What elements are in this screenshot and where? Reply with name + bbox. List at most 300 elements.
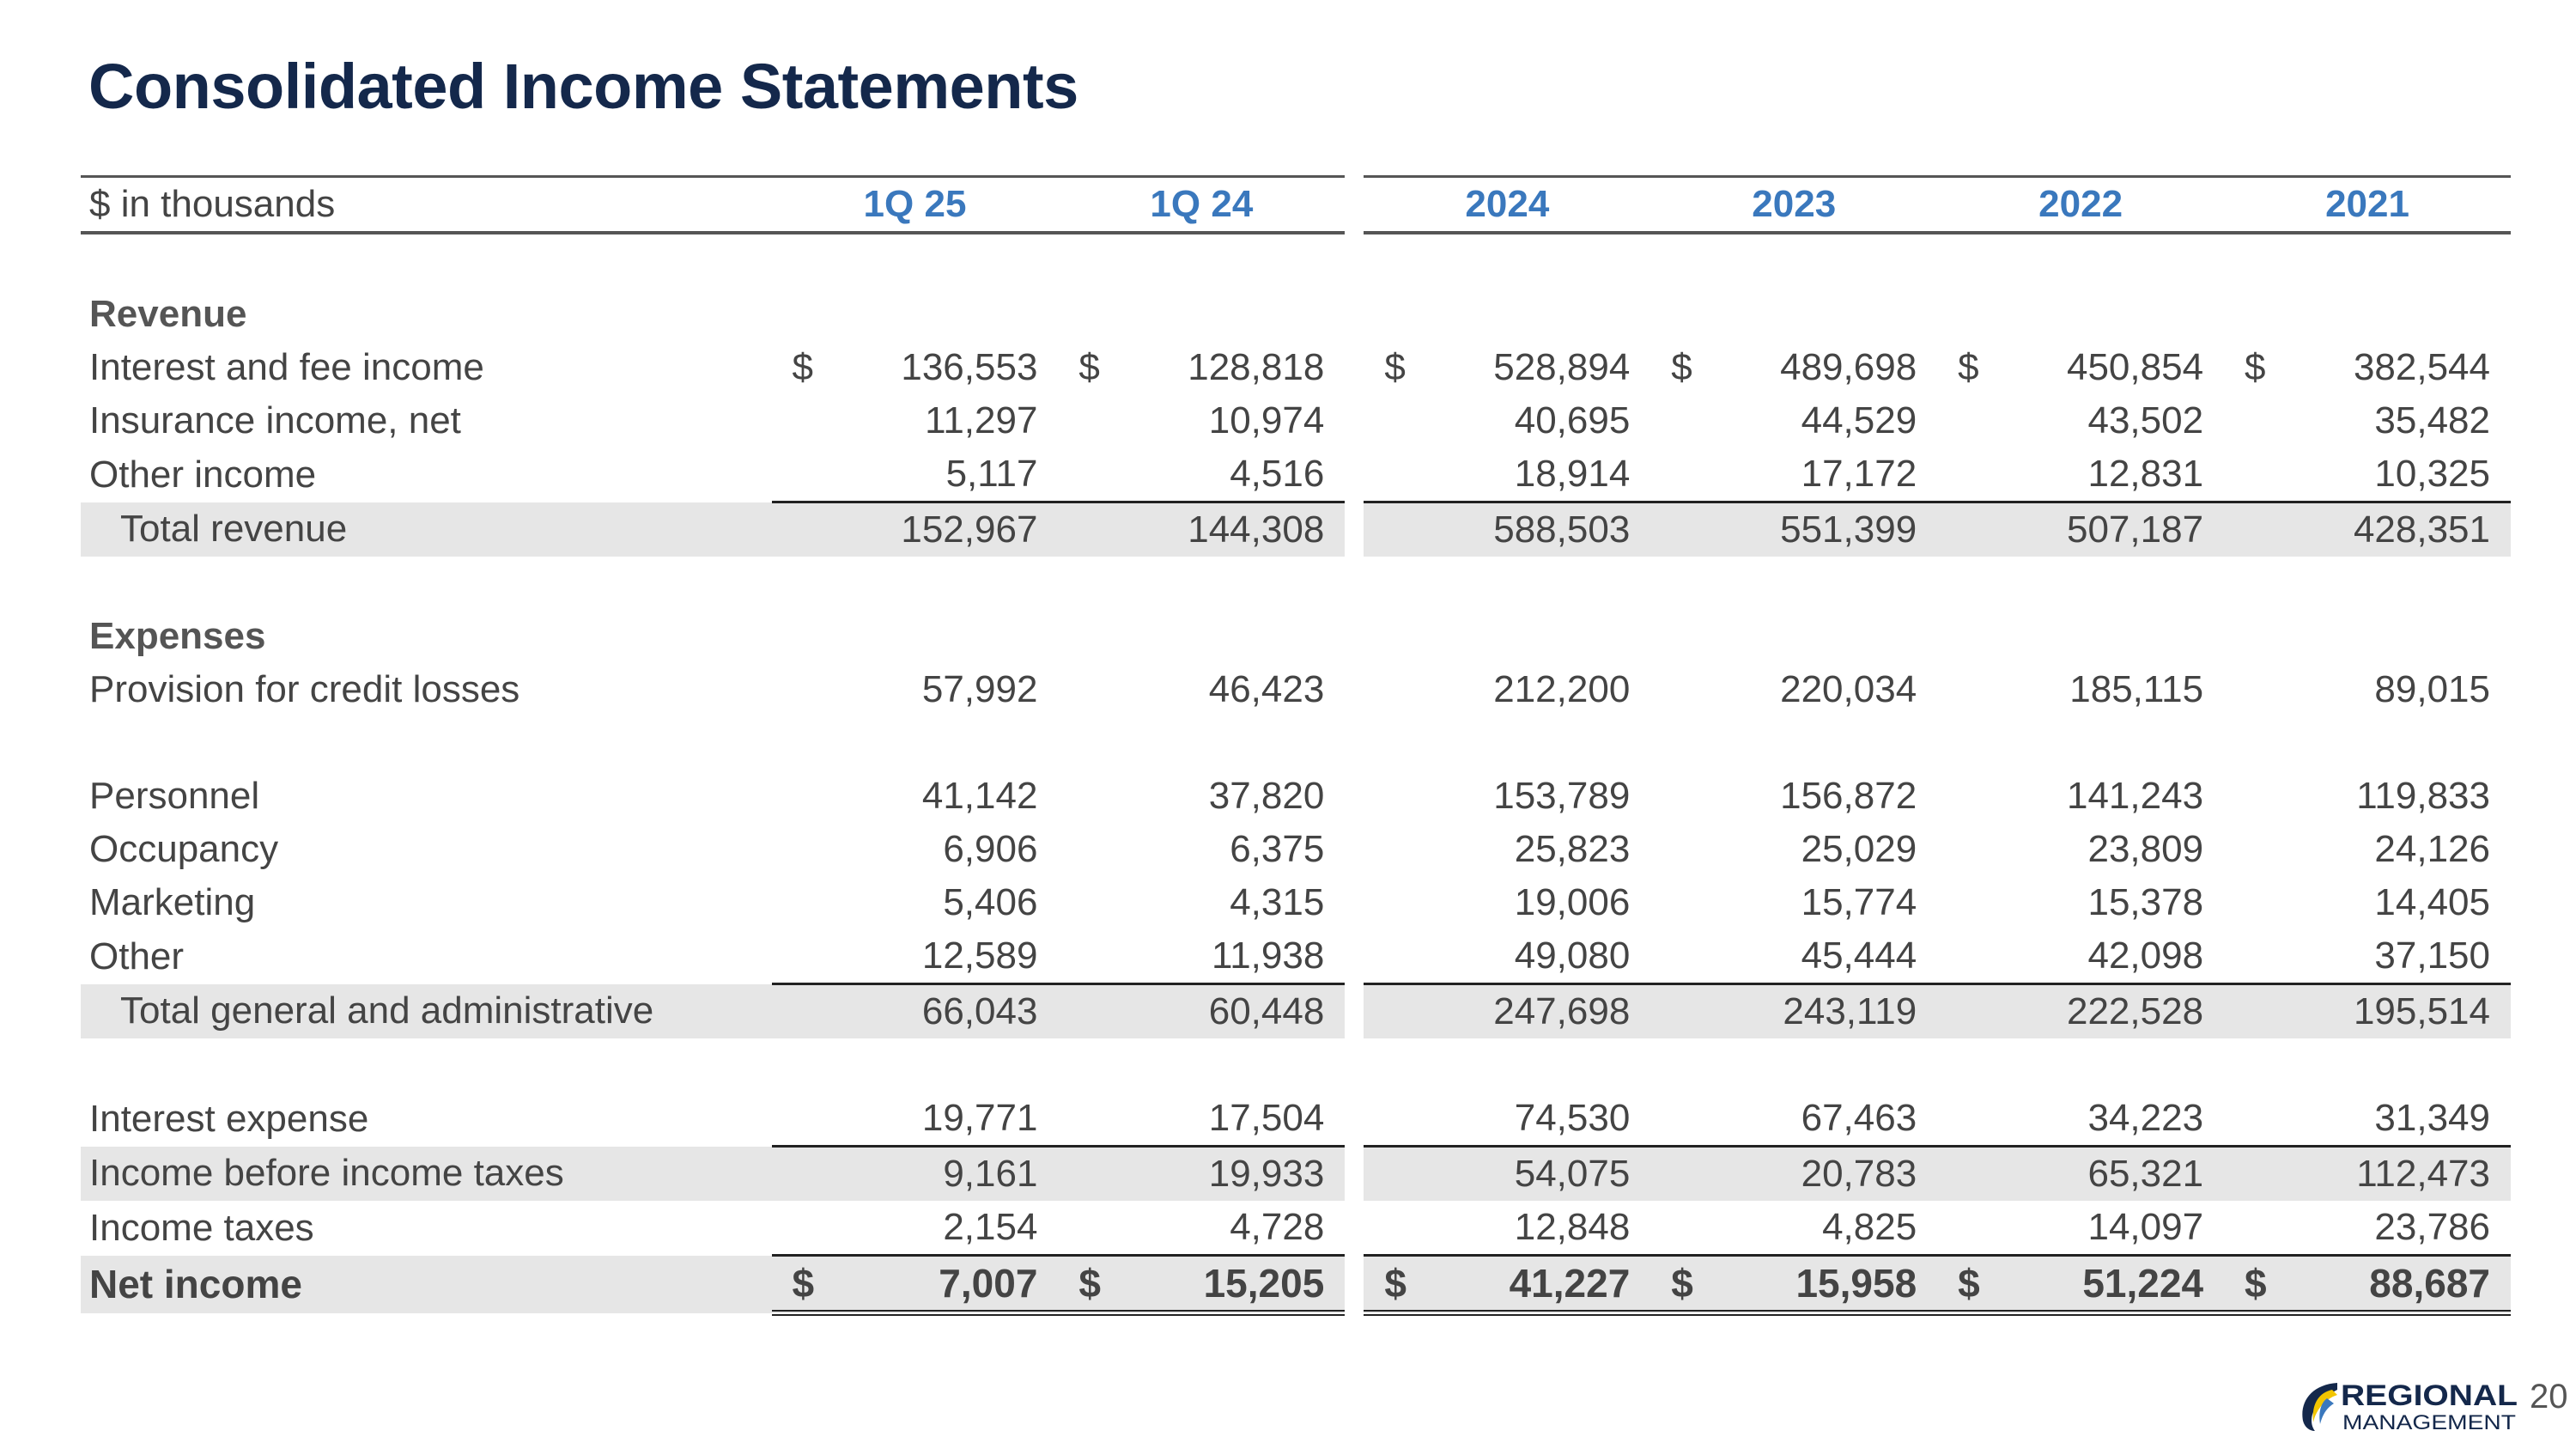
table-row <box>81 663 2511 716</box>
currency-symbol <box>1671 985 1697 1038</box>
currency-symbol <box>1078 823 1104 876</box>
value-cell <box>772 1092 1059 1147</box>
amount: 507,187 <box>2066 508 2204 551</box>
amount: 551,399 <box>1780 508 1917 551</box>
currency-symbol: $ <box>2245 346 2266 388</box>
currency-symbol <box>1078 394 1104 447</box>
amount: 24,126 <box>2374 828 2490 870</box>
currency-symbol <box>1958 823 1984 876</box>
value-cell <box>2224 1147 2511 1202</box>
currency-symbol <box>1671 823 1697 876</box>
currency-symbol <box>1958 985 1984 1038</box>
amount: 489,698 <box>1780 346 1917 388</box>
currency-symbol <box>1958 394 1984 447</box>
value-cell <box>1937 502 2224 557</box>
amount: 5,406 <box>943 881 1038 923</box>
currency-symbol: $ <box>1671 1261 1693 1306</box>
amount: 7,007 <box>939 1261 1038 1306</box>
amount: 6,906 <box>943 828 1038 870</box>
amount: 247,698 <box>1493 990 1631 1032</box>
amount: 65,321 <box>2087 1153 2204 1195</box>
value-cell <box>2224 394 2511 447</box>
amount: 57,992 <box>921 668 1038 710</box>
value-cell <box>2224 770 2511 823</box>
currency-symbol <box>2245 876 2270 929</box>
amount: 54,075 <box>1514 1153 1631 1195</box>
value-cell <box>2224 984 2511 1039</box>
amount: 382,544 <box>2353 346 2490 388</box>
currency-symbol <box>793 1201 818 1254</box>
currency-symbol <box>1671 447 1697 501</box>
row-label: Total revenue <box>81 502 772 557</box>
value-cell <box>1650 876 1937 929</box>
currency-symbol <box>1958 876 1984 929</box>
amount: 112,473 <box>2356 1153 2490 1195</box>
value-cell <box>1364 1256 1650 1313</box>
currency-symbol <box>1384 823 1410 876</box>
amount: 152,967 <box>901 508 1038 551</box>
value-cell <box>772 447 1059 502</box>
currency-symbol: $ <box>1384 346 1406 388</box>
currency-symbol <box>1958 447 1984 501</box>
value-cell <box>1650 1092 1937 1147</box>
currency-symbol <box>1384 985 1410 1038</box>
amount: 185,115 <box>2069 668 2204 710</box>
amount: 45,444 <box>1801 935 1917 977</box>
currency-symbol <box>1958 503 1984 557</box>
row-label: Provision for credit losses <box>89 668 520 710</box>
amount: 15,378 <box>2087 881 2204 923</box>
value-cell <box>772 984 1059 1039</box>
value-cell <box>1364 663 1650 716</box>
amount: 10,325 <box>2374 453 2490 495</box>
currency-symbol <box>1078 1148 1104 1201</box>
amount: 2,154 <box>943 1206 1038 1248</box>
currency-symbol <box>1384 394 1410 447</box>
period-header: 2024 <box>1364 177 1650 234</box>
value-cell <box>1058 663 1345 716</box>
spacer-row <box>81 716 2511 770</box>
units-label: $ in thousands <box>81 177 772 234</box>
value-cell <box>1364 1201 1650 1256</box>
table-row <box>81 929 2511 984</box>
currency-symbol <box>2245 1092 2270 1145</box>
currency-symbol <box>1671 1201 1697 1254</box>
row-label: Income taxes <box>89 1206 314 1249</box>
amount: 19,006 <box>1514 881 1631 923</box>
row-label: Other <box>89 935 185 977</box>
currency-symbol <box>1078 503 1104 557</box>
row-label: Total general and administrative <box>81 984 772 1039</box>
currency-symbol <box>1671 1148 1697 1201</box>
table-row <box>81 447 2511 502</box>
amount: 4,516 <box>1230 453 1325 495</box>
value-cell <box>772 876 1059 929</box>
value-cell <box>2224 341 2511 394</box>
section-heading-row <box>81 610 2511 663</box>
amount: 14,405 <box>2374 881 2490 923</box>
currency-symbol <box>1384 503 1410 557</box>
currency-symbol: $ <box>792 346 814 388</box>
value-cell <box>1650 984 1937 1039</box>
amount: 51,224 <box>2082 1261 2204 1306</box>
row-label: Net income <box>81 1256 772 1313</box>
amount: 40,695 <box>1514 399 1631 441</box>
amount: 44,529 <box>1801 399 1917 441</box>
value-cell <box>1937 1201 2224 1256</box>
amount: 41,142 <box>921 775 1038 817</box>
currency-symbol <box>793 876 818 929</box>
value-cell <box>772 929 1059 984</box>
value-cell <box>1364 823 1650 876</box>
amount: 88,687 <box>2369 1261 2490 1306</box>
amount: 9,161 <box>943 1153 1038 1195</box>
value-cell <box>1364 394 1650 447</box>
currency-symbol <box>1078 929 1104 983</box>
amount: 89,015 <box>2374 668 2490 710</box>
amount: 46,423 <box>1208 668 1325 710</box>
currency-symbol <box>1671 1092 1697 1145</box>
value-cell <box>1058 1201 1345 1256</box>
amount: 6,375 <box>1230 828 1325 870</box>
value-cell <box>1937 663 2224 716</box>
value-cell <box>2224 823 2511 876</box>
value-cell <box>1364 1147 1650 1202</box>
currency-symbol <box>1078 876 1104 929</box>
value-cell <box>1364 502 1650 557</box>
currency-symbol <box>793 985 818 1038</box>
period-header: 1Q 25 <box>772 177 1059 234</box>
value-cell <box>2224 876 2511 929</box>
amount: 4,315 <box>1230 881 1325 923</box>
value-cell <box>772 502 1059 557</box>
currency-symbol: $ <box>792 1261 815 1306</box>
currency-symbol <box>1671 663 1697 716</box>
value-cell <box>772 663 1059 716</box>
section-heading: Expenses <box>89 615 266 657</box>
header-row <box>81 177 2511 234</box>
logo-text-management: MANAGEMENT <box>2342 1411 2517 1433</box>
amount: 31,349 <box>2374 1097 2490 1139</box>
value-cell <box>1650 823 1937 876</box>
row-label: Insurance income, net <box>89 399 461 441</box>
amount: 195,514 <box>2353 990 2490 1032</box>
currency-symbol: $ <box>1671 346 1692 388</box>
amount: 153,789 <box>1493 775 1631 817</box>
value-cell <box>772 394 1059 447</box>
currency-symbol <box>1671 394 1697 447</box>
amount: 136,553 <box>901 346 1038 388</box>
table-row <box>81 770 2511 823</box>
amount: 5,117 <box>945 453 1038 495</box>
amount: 20,783 <box>1801 1153 1917 1195</box>
value-cell <box>1937 447 2224 502</box>
value-cell <box>1364 984 1650 1039</box>
row-label: Personnel <box>89 775 260 817</box>
value-cell <box>1937 876 2224 929</box>
amount: 43,502 <box>2087 399 2204 441</box>
currency-symbol <box>2245 770 2270 823</box>
currency-symbol <box>793 929 818 983</box>
amount: 15,958 <box>1795 1261 1917 1306</box>
income-statement-table <box>81 175 2511 1316</box>
amount: 15,205 <box>1203 1261 1325 1306</box>
value-cell <box>2224 929 2511 984</box>
currency-symbol <box>1384 1201 1410 1254</box>
value-cell <box>1364 447 1650 502</box>
currency-symbol <box>1958 1201 1984 1254</box>
amount: 23,786 <box>2374 1206 2490 1248</box>
table-row <box>81 1201 2511 1256</box>
currency-symbol <box>2245 663 2270 716</box>
value-cell <box>1364 929 1650 984</box>
amount: 12,831 <box>2087 453 2204 495</box>
currency-symbol <box>793 823 818 876</box>
row-label: Marketing <box>89 881 256 923</box>
table-row <box>81 502 2511 557</box>
currency-symbol <box>1384 929 1410 983</box>
currency-symbol <box>1671 929 1697 983</box>
amount: 17,504 <box>1208 1097 1325 1139</box>
currency-symbol <box>793 447 818 501</box>
currency-symbol: $ <box>1078 346 1100 388</box>
value-cell <box>1058 1147 1345 1202</box>
value-cell <box>1937 929 2224 984</box>
currency-symbol <box>2245 1201 2270 1254</box>
amount: 37,820 <box>1208 775 1325 817</box>
currency-symbol <box>1384 876 1410 929</box>
currency-symbol <box>793 770 818 823</box>
amount: 17,172 <box>1801 453 1917 495</box>
amount: 128,818 <box>1188 346 1325 388</box>
currency-symbol <box>1671 876 1697 929</box>
currency-symbol <box>1384 1148 1410 1201</box>
currency-symbol <box>1078 985 1104 1038</box>
amount: 212,200 <box>1493 668 1631 710</box>
currency-symbol <box>1958 663 1984 716</box>
value-cell <box>2224 502 2511 557</box>
currency-symbol <box>2245 823 2270 876</box>
amount: 243,119 <box>1783 990 1917 1032</box>
currency-symbol <box>2245 394 2270 447</box>
amount: 4,825 <box>1822 1206 1917 1248</box>
amount: 4,728 <box>1230 1206 1325 1248</box>
value-cell <box>1650 394 1937 447</box>
table-row <box>81 1256 2511 1313</box>
value-cell <box>1937 1256 2224 1313</box>
amount: 141,243 <box>2066 775 2204 817</box>
table-row <box>81 341 2511 394</box>
value-cell <box>1058 341 1345 394</box>
currency-symbol <box>1078 663 1104 716</box>
period-header: 2023 <box>1650 177 1937 234</box>
value-cell <box>1058 502 1345 557</box>
amount: 10,974 <box>1208 399 1325 441</box>
value-cell <box>1650 929 1937 984</box>
value-cell <box>1058 823 1345 876</box>
currency-symbol <box>1384 663 1410 716</box>
value-cell <box>1937 1147 2224 1202</box>
value-cell <box>2224 663 2511 716</box>
amount: 144,308 <box>1188 508 1325 551</box>
page-title: Consolidated Income Statements <box>88 51 1078 122</box>
value-cell <box>1058 984 1345 1039</box>
amount: 428,351 <box>2353 508 2490 551</box>
row-label: Interest expense <box>89 1097 369 1140</box>
value-cell <box>1937 394 2224 447</box>
value-cell <box>772 1256 1059 1313</box>
spacer-row <box>81 557 2511 610</box>
regional-management-logo <box>2298 1378 2523 1433</box>
value-cell <box>2224 1201 2511 1256</box>
value-cell <box>772 823 1059 876</box>
table-row <box>81 1092 2511 1147</box>
value-cell <box>1937 770 2224 823</box>
currency-symbol <box>1958 1092 1984 1145</box>
value-cell <box>2224 447 2511 502</box>
currency-symbol <box>2245 985 2270 1038</box>
table-row <box>81 1147 2511 1202</box>
value-cell <box>1937 984 2224 1039</box>
amount: 11,297 <box>925 399 1038 441</box>
currency-symbol <box>1384 1092 1410 1145</box>
value-cell <box>1650 770 1937 823</box>
currency-symbol <box>1671 503 1697 557</box>
amount: 25,823 <box>1514 828 1631 870</box>
amount: 450,854 <box>2066 346 2204 388</box>
amount: 119,833 <box>2356 775 2490 817</box>
row-label: Income before income taxes <box>81 1147 772 1202</box>
spacer-row <box>81 233 2511 288</box>
currency-symbol <box>1078 1092 1104 1145</box>
amount: 37,150 <box>2374 935 2490 977</box>
row-label: Occupancy <box>89 828 279 870</box>
currency-symbol <box>2245 1148 2270 1201</box>
currency-symbol <box>793 1148 818 1201</box>
currency-symbol <box>793 1092 818 1145</box>
value-cell <box>1650 1256 1937 1313</box>
currency-symbol <box>2245 503 2270 557</box>
currency-symbol <box>1384 770 1410 823</box>
value-cell <box>1650 1201 1937 1256</box>
amount: 11,938 <box>1211 935 1325 977</box>
currency-symbol <box>1384 447 1410 501</box>
value-cell <box>1058 876 1345 929</box>
period-header: 1Q 24 <box>1058 177 1345 234</box>
amount: 18,914 <box>1514 453 1631 495</box>
currency-symbol <box>1958 770 1984 823</box>
amount: 25,029 <box>1801 828 1917 870</box>
value-cell <box>1364 341 1650 394</box>
section-heading-row <box>81 288 2511 341</box>
page-number: 20 <box>2530 1378 2568 1416</box>
value-cell <box>1937 341 2224 394</box>
amount: 19,771 <box>921 1097 1038 1139</box>
amount: 66,043 <box>921 990 1038 1032</box>
amount: 23,809 <box>2087 828 2204 870</box>
table-row <box>81 876 2511 929</box>
amount: 67,463 <box>1801 1097 1917 1139</box>
amount: 156,872 <box>1780 775 1917 817</box>
amount: 60,448 <box>1208 990 1325 1032</box>
currency-symbol <box>2245 447 2270 501</box>
row-label: Other income <box>89 453 317 496</box>
currency-symbol <box>1671 770 1697 823</box>
amount: 34,223 <box>2087 1097 2204 1139</box>
value-cell <box>2224 1092 2511 1147</box>
currency-symbol <box>1078 770 1104 823</box>
amount: 19,933 <box>1208 1153 1325 1195</box>
value-cell <box>772 1201 1059 1256</box>
value-cell <box>1937 823 2224 876</box>
currency-symbol: $ <box>1078 1261 1102 1306</box>
amount: 222,528 <box>2066 990 2204 1032</box>
value-cell <box>1364 876 1650 929</box>
amount: 588,503 <box>1493 508 1631 551</box>
currency-symbol <box>793 394 818 447</box>
amount: 220,034 <box>1780 668 1917 710</box>
value-cell <box>1364 770 1650 823</box>
amount: 528,894 <box>1493 346 1631 388</box>
value-cell <box>772 341 1059 394</box>
value-cell <box>1650 1147 1937 1202</box>
currency-symbol <box>793 663 818 716</box>
currency-symbol: $ <box>1958 1261 1980 1306</box>
spacer-row <box>81 1038 2511 1092</box>
currency-symbol: $ <box>1384 1261 1407 1306</box>
value-cell <box>772 1147 1059 1202</box>
value-cell <box>772 770 1059 823</box>
amount: 14,097 <box>2087 1206 2204 1248</box>
value-cell <box>1650 341 1937 394</box>
amount: 41,227 <box>1509 1261 1631 1306</box>
currency-symbol: $ <box>2245 1261 2267 1306</box>
value-cell <box>1058 447 1345 502</box>
currency-symbol <box>1078 1201 1104 1254</box>
amount: 15,774 <box>1801 881 1917 923</box>
value-cell <box>1058 1092 1345 1147</box>
amount: 42,098 <box>2087 935 2204 977</box>
amount: 12,848 <box>1514 1206 1631 1248</box>
amount: 35,482 <box>2374 399 2490 441</box>
currency-symbol <box>2245 929 2270 983</box>
value-cell <box>1364 1092 1650 1147</box>
currency-symbol <box>1958 1148 1984 1201</box>
value-cell <box>1937 1092 2224 1147</box>
amount: 12,589 <box>921 935 1038 977</box>
value-cell <box>1650 502 1937 557</box>
value-cell <box>1650 447 1937 502</box>
value-cell <box>2224 1256 2511 1313</box>
value-cell <box>1058 929 1345 984</box>
value-cell <box>1650 663 1937 716</box>
currency-symbol <box>1078 447 1104 501</box>
value-cell <box>1058 770 1345 823</box>
period-header: 2021 <box>2224 177 2511 234</box>
value-cell <box>1058 1256 1345 1313</box>
logo-text-regional: REGIONAL <box>2341 1379 2518 1412</box>
amount: 49,080 <box>1514 935 1631 977</box>
table-row <box>81 984 2511 1039</box>
value-cell <box>1058 394 1345 447</box>
table-row <box>81 394 2511 447</box>
period-header: 2022 <box>1937 177 2224 234</box>
row-label: Interest and fee income <box>89 346 484 388</box>
amount: 74,530 <box>1514 1097 1631 1139</box>
currency-symbol: $ <box>1958 346 1979 388</box>
section-heading: Revenue <box>89 293 247 335</box>
table-row <box>81 823 2511 876</box>
